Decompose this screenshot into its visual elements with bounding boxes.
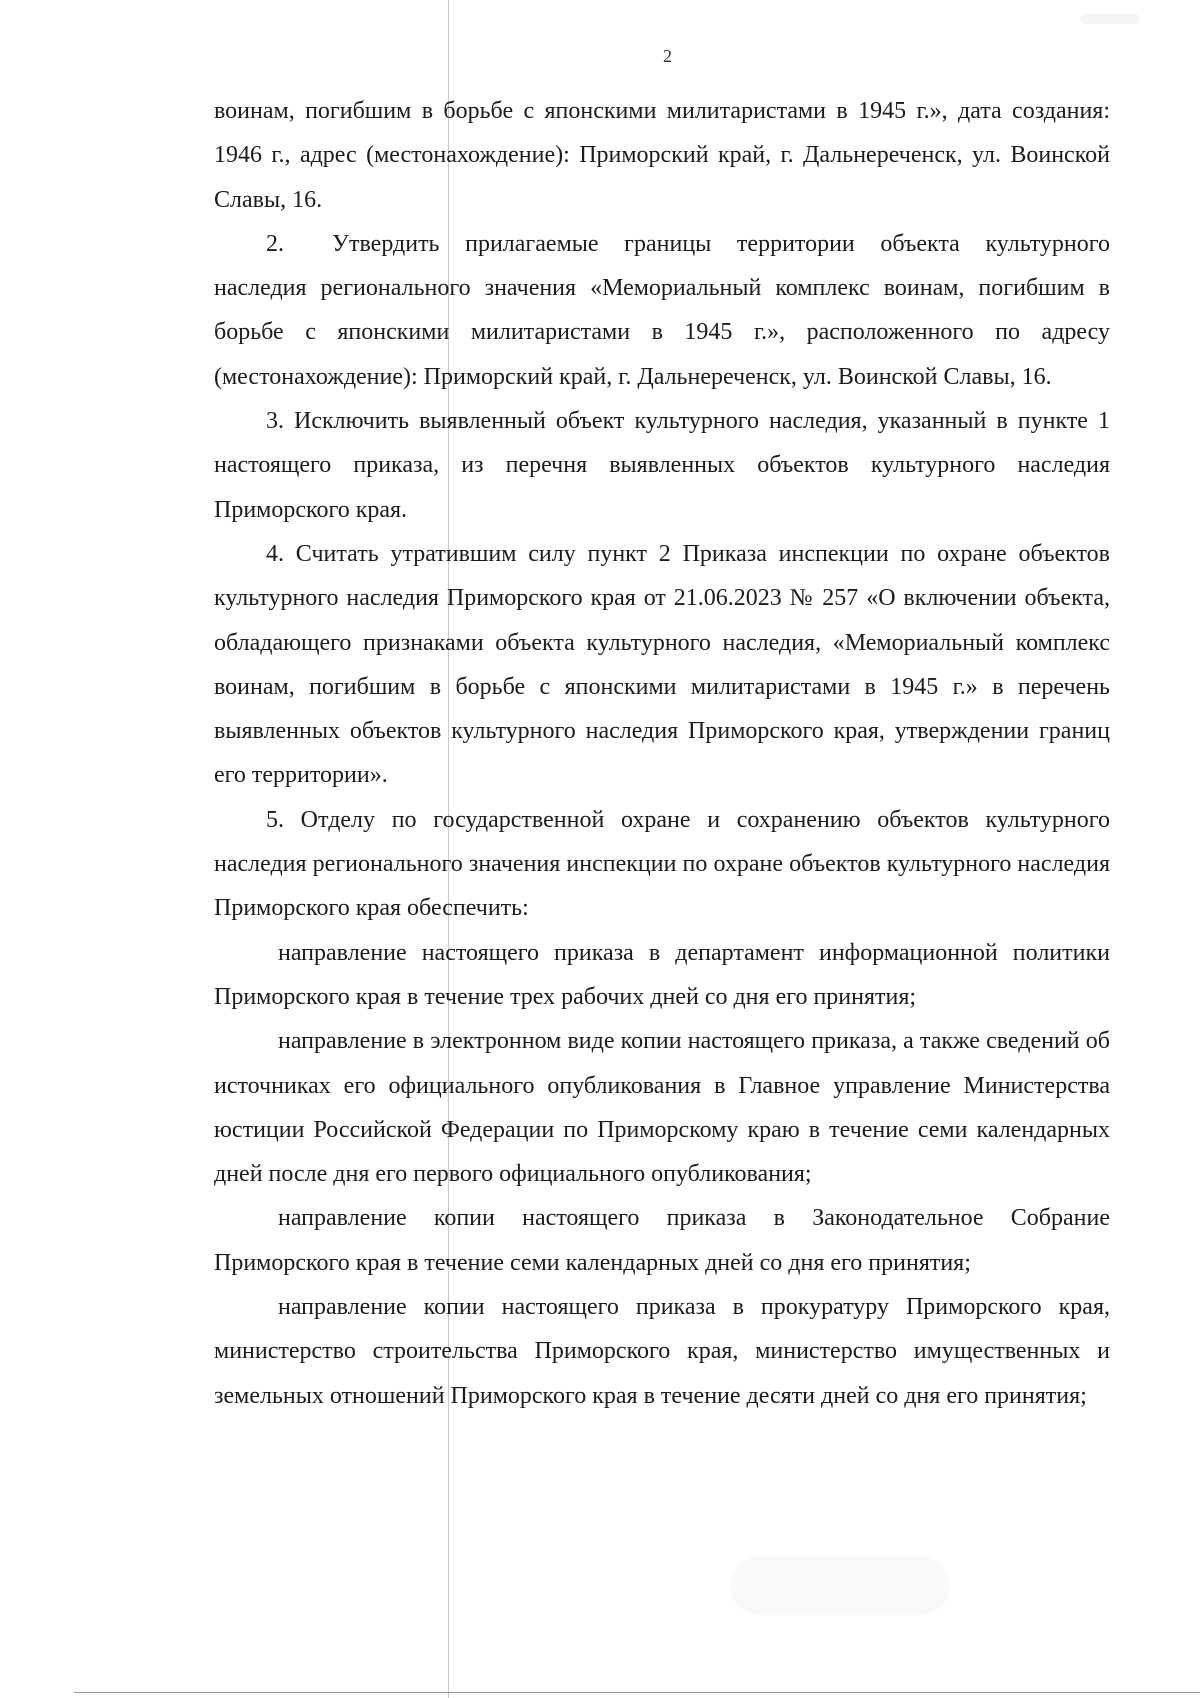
document-body [214, 89, 1110, 1418]
paragraph-continuation: воинам, погибшим в борьбе с японскими милитаристами в 1945 г.», дата создания: 1946 г., адрес (местонахождение): Приморский край, г. Дальнереченск, ул. Воинской Славы, 16. [214, 98, 1110, 213]
paragraph-item-4: 4. Считать утратившим силу пункт 2 Приказа инспекции по охране объектов культурного наследия Приморского края от 21.06.2023 № 257 «О включении объекта, обладающего признаками объекта культурного наследия, «Мемориальный комплекс воинам, погибшим в борьбе с японскими милитаристами в 1945 г.» в перечень выявленных объектов культурного наследия Приморского края, утверждении границ его территории». [214, 540, 1110, 789]
scan-speck [1080, 14, 1140, 24]
paragraph-subitem-prosecutor: направление копии настоящего приказа в прокуратуру Приморского края, министерство строительства Приморского края, министерство имущественных и земельных отношений Приморского края в течение десяти дней со дня его принятия; [214, 1294, 1110, 1409]
paragraph-item-3: 3. Исключить выявленный объект культурного наследия, указанный в пункте 1 настоящего приказа, из перечня выявленных объектов культурного наследия Приморского края. [214, 408, 1110, 523]
paragraph-item-2: 2. Утвердить прилагаемые границы территории объекта культурного наследия регионального значения «Мемориальный комплекс воинам, погибшим в борьбе с японскими милитаристами в 1945 г.», расположенного по адресу (местонахождение): Приморский край, г. Дальнереченск, ул. Воинской Славы, 16. [214, 230, 1110, 390]
paragraph-item-5: 5. Отделу по государственной охране и сохранению объектов культурного наследия регионального значения инспекции по охране объектов культурного наследия Приморского края обеспечить: [214, 806, 1110, 922]
page-number: 2 [663, 46, 672, 66]
page-bottom-rule [74, 1692, 1200, 1693]
scan-smudge [730, 1555, 950, 1615]
paragraph-subitem-legislative-assembly: направление копии настоящего приказа в Законодательное Собрание Приморского края в течение семи календарных дней со дня его принятия; [214, 1205, 1110, 1276]
paragraph-subitem-info-policy: направление настоящего приказа в департамент информационной политики Приморского края в течение трех рабочих дней со дня его принятия; [214, 939, 1110, 1010]
paragraph-subitem-justice-ministry: направление в электронном виде копии настоящего приказа, а также сведений об источниках его официального опубликования в Главное управление Министерства юстиции Российской Федерации по Приморскому краю в течение семи календарных дней после дня его первого официального опубликования; [214, 1028, 1110, 1188]
